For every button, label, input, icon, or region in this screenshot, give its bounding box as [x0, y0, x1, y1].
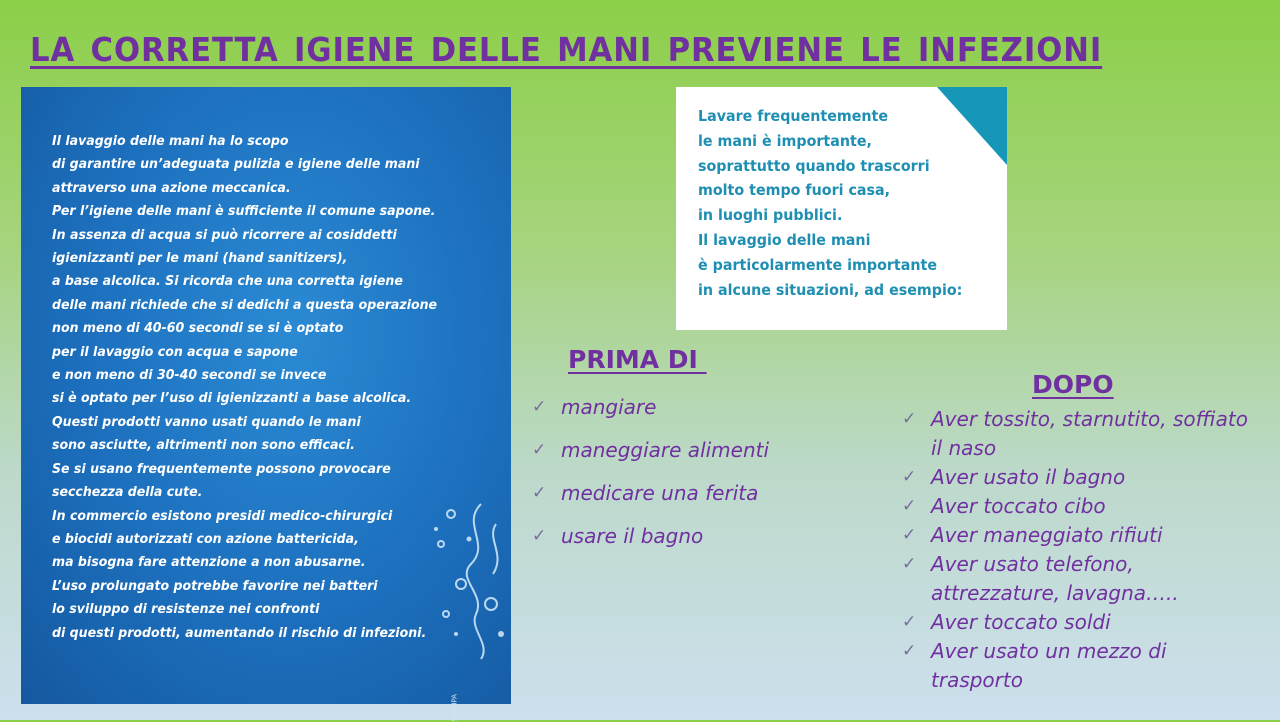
list-item-label: Aver usato il bagno: [931, 465, 1126, 489]
poster-line: per il lavaggio con acqua e sapone: [52, 343, 298, 360]
checkmark-icon: ✓: [902, 612, 917, 632]
list-item: [902, 521, 1262, 550]
poster-line: attraverso una azione meccanica.: [52, 179, 291, 196]
list-item: [902, 608, 1262, 637]
poster-line: Per l’igiene delle mani è sufficiente il comune sapone.: [52, 203, 436, 220]
info-box: [676, 87, 1007, 330]
checkmark-icon: ✓: [902, 496, 917, 516]
info-line: è particolarmente importante: [698, 255, 937, 274]
poster-line: di garantire un’adeguata pulizia e igiene delle mani: [52, 156, 420, 173]
poster-line: secchezza della cute.: [52, 484, 203, 501]
checkmark-icon: ✓: [532, 397, 547, 417]
list-item: [532, 479, 769, 522]
list-item: [902, 550, 1262, 608]
poster-line: e biocidi autorizzati con azione battericida,: [52, 530, 359, 547]
prima-list: [532, 393, 769, 565]
list-item: [532, 522, 769, 565]
poster-line: In commercio esistono presidi medico-chirurgici: [52, 507, 393, 524]
info-line: in alcune situazioni, ad esempio:: [698, 280, 963, 299]
poster-line: non meno di 40-60 secondi se si è optato: [52, 320, 344, 337]
water-splash-icon: [421, 484, 511, 664]
poster-line: igienizzanti per le mani (hand sanitizers),: [52, 250, 348, 267]
poster-line: delle mani richiede che si dedichi a questa operazione: [52, 296, 438, 313]
poster-line: Il lavaggio delle mani ha lo scopo: [52, 133, 289, 149]
list-item: [902, 637, 1262, 695]
list-item-label: Aver maneggiato rifiuti: [931, 523, 1163, 547]
prima-heading: PRIMA DI: [568, 345, 707, 374]
checkmark-icon: ✓: [902, 409, 917, 429]
poster-line: si è optato per l’uso di igienizzanti a base alcolica.: [52, 390, 412, 407]
info-box-text: [698, 104, 1008, 302]
info-line: molto tempo fuori casa,: [698, 181, 891, 200]
list-item-label: medicare una ferita: [561, 481, 759, 505]
list-item-label: mangiare: [561, 395, 657, 419]
list-item: [532, 393, 769, 436]
poster-line: e non meno di 30-40 secondi se invece: [52, 367, 327, 384]
poster-line: lo sviluppo di resistenze nei confronti: [52, 601, 320, 618]
poster-side-label: STAMPA: [451, 694, 459, 722]
poster-line: sono asciutte, altrimenti non sono efficaci.: [52, 437, 355, 454]
poster-line: a base alcolica. Si ricorda che una corretta igiene: [52, 273, 403, 290]
page-title: LA CORRETTA IGIENE DELLE MANI PREVIENE LE INFEZIONI: [30, 30, 1103, 69]
list-item: [902, 405, 1262, 463]
info-line: Lavare frequentemente: [698, 107, 889, 125]
dopo-heading: DOPO: [1032, 370, 1114, 399]
list-item-label: maneggiare alimenti: [561, 438, 770, 462]
poster-line: di questi prodotti, aumentando il rischio di infezioni.: [52, 624, 427, 641]
list-item: [902, 463, 1262, 492]
dopo-list: [902, 405, 1262, 695]
list-item-label: Aver toccato cibo: [931, 494, 1106, 518]
poster-line: Questi prodotti vanno usati quando le mani: [52, 413, 361, 430]
list-item: [532, 436, 769, 479]
poster-line: In assenza di acqua si può ricorrere ai cosiddetti: [52, 226, 397, 243]
info-line: Il lavaggio delle mani: [698, 230, 871, 249]
hygiene-poster: [21, 87, 511, 722]
list-item-label: Aver toccato soldi: [931, 610, 1111, 634]
list-item-label: usare il bagno: [561, 524, 704, 548]
poster-line: L’uso prolungato potrebbe favorire nei batteri: [52, 577, 378, 594]
list-item: [902, 492, 1262, 521]
poster-line: Se si usano frequentemente possono provocare: [52, 460, 391, 477]
list-item-label: Aver usato un mezzo di trasporto: [931, 639, 1167, 692]
list-item-label: Aver tossito, starnutito, soffiato il naso: [931, 407, 1248, 460]
info-line: in luoghi pubblici.: [698, 206, 843, 225]
checkmark-icon: ✓: [532, 483, 547, 503]
checkmark-icon: ✓: [902, 554, 917, 574]
checkmark-icon: ✓: [902, 467, 917, 487]
info-line: le mani è importante,: [698, 131, 872, 150]
checkmark-icon: ✓: [532, 526, 547, 546]
checkmark-icon: ✓: [902, 525, 917, 545]
poster-line: ma bisogna fare attenzione a non abusarne.: [52, 554, 366, 571]
info-line: soprattutto quando trascorri: [698, 156, 930, 175]
checkmark-icon: ✓: [532, 440, 547, 460]
checkmark-icon: ✓: [902, 641, 917, 661]
list-item-label: Aver usato telefono, attrezzature, lavagna…..: [931, 552, 1179, 605]
